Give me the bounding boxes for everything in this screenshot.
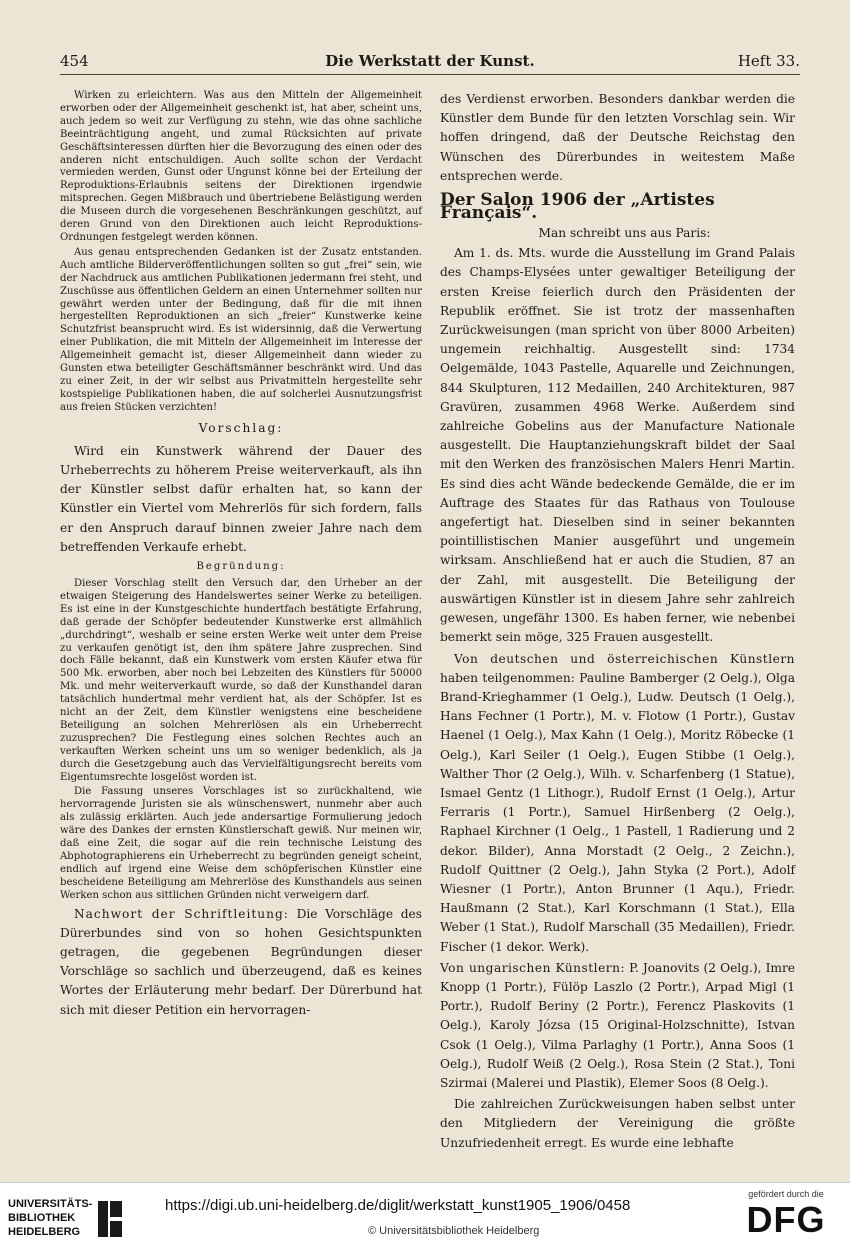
- section-heading: Vorschlag:: [198, 420, 284, 435]
- paragraph: Die zahlreichen Zurückweisungen haben selbst unter den Mitgliedern der Vereinigung die größte Unzufriedenheit erregt. Es wurde eine lebhafte: [440, 1097, 795, 1150]
- paragraph-text: haben teilgenommen: Pauline Bamberger (2 Oelg.), Olga Brand-Krieghammer (1 Oelg.), Ludw. Deutsch (1 Oelg.), Hans Fechner (1 Portr.), M. v. Flotow (1 Portr.), Gustav Haenel (1 Oelg.), Max Kahn (1 Oelg.), Moritz Röbecke (1 Oelg.), Karl Seiler (1 Oelg.), Eugen Stibbe (1 Oelg.), Walther Thor (2 Oelg.), Wilh. v. Scharfenberg (1 Statue), Ismael Gentz (1 Lithogr.), Rudolf Ernst (1 Oelg.), Artur Ferraris (1 Portr.), Samuel Hirßenberg (2 Oelg.), Raphael Kirchner (1 Oelg., 1 Pastell, 1 Radierung und 2 dekor. Bilder), Anna Morstadt (2 Oelg., 2 Zeichn.), Rudolf Quittner (2 Oelg.), Jahn Styka (2 Port.), Adolf Wiesner (1 Portr.), Anton Brunner (1 Aqu.), Friedr. Haußmann (2 Stat.), Karl Korschmann (1 Stat.), Ella Weber (1 Stat.), Rudolf Marschall (35 Medaillen), Friedr. Fischer (1 dekor. Werk).: [440, 670, 795, 954]
- page-header: [60, 50, 800, 75]
- article-subtitle: Man schreibt uns aus Paris:: [538, 225, 711, 240]
- library-name: UNIVERSITÄTS-BIBLIOTHEK HEIDELBERG: [8, 1198, 93, 1238]
- section-heading: Begründung:: [196, 561, 286, 573]
- paragraph: Wirken zu erleichtern. Was aus den Mitteln der Allgemeinheit erworben oder der Allgemeinheit geschenkt ist, hat aber, scheint uns, auch jedem so weit zur Verfügung zu stehn, wie das ohne sachliche Beeinträchtigung angeht, und zumal Rücksichten auf private Geschäftsinteressen dürften hier die Bevorzugung des einen oder des anderen nicht entschuldigen. Auch sollte schon der Verdacht vermieden werden, Gunst oder Ungunst könne bei der Erteilung der Reproduktions-Erlaubnis seitens der Direktionen irgendwie mitsprechen. Gegen Mißbrauch und übertriebene Belästigung werden die Museen durch die vorgesehenen Beschränkungen geschützt, auf deren Grund von den Direktionen auch leicht Reproduktions-Ordnungen festgelegt werden können.: [60, 90, 422, 243]
- paragraph: des Verdienst erworben. Besonders dankbar werden die Künstler dem Bunde für den letzten Vorschlag sein. Wir hoffen dringend, daß der Deutsche Reichstag den Wünschen des Dürerbundes in weitestem Maße entsprechen werde.: [440, 92, 795, 183]
- paragraph: Die Fassung unseres Vorschlages ist so zurückhaltend, wie hervorragende Juristen sie als wünschenswert, nunmehr aber auch als zulässig erklärten. Auch jede andersartige Formulierung jedoch wäre des Dankes der ernsten Künstlerschaft gewiß. Nur meinen wir, daß eine Zeit, die sogar auf die rein technische Leistung des Abphotographierens ein Urheberrecht zu begründen geneigt scheint, endlich auf irgend eine Weise dem schöpferischen Künstler eine bescheidene Beteiligung am Mehrerlöse des Kunsthandels aus seinen Werken schon aus sittlichen Gründen nicht verweigern darf.: [60, 786, 422, 901]
- issue-number: Heft 33.: [737, 52, 800, 70]
- library-logo[interactable]: [8, 1197, 158, 1243]
- left-column: [60, 90, 422, 1022]
- page-number: 454: [60, 52, 89, 70]
- proposal-text: Wird ein Kunstwerk während der Dauer des Urheberrechts zu höherem Preise weiterverkauft, als ihn der Künstler selbst dafür erhalten hat, so kann der Künstler ein Viertel vom Mehrerlös für sich fordern, falls er den Anspruch darauf binnen zweier Jahre nach dem betreffenden Verkaufe erhebt.: [60, 443, 422, 554]
- paragraph: Am 1. ds. Mts. wurde die Ausstellung im Grand Palais des Champs-Elysées unter gewaltiger Beteiligung der ersten Kreise feierlich durch den Präsidenten der Republik eröffnet. Sie ist trotz der massenhaften Zurückweisungen (man spricht von über 8000 Arbeiten) ungemein reichhaltig. Ausgestellt sind: 1734 Oelgemälde, 1043 Pastelle, Aquarelle und Zeichnungen, 844 Skulpturen, 112 Medaillen, 240 Architekturen, 987 Gravüren, zusammen 4968 Werke. Außerdem sind zahlreiche Gobelins aus der Manufacture Nationale ausgestellt. Die Hauptanziehungskraft bildet der Saal mit den Werken des französischen Malers Henri Martin. Es sind dies acht Wände bedeckende Gemälde, die er im Auftrage des Staates für das Rathaus von Toulouse angefertigt hat. Dieselben sind in seiner bekannten pointillistischen Manier ausgeführt und ungemein wirksam. Anschließend hat er auch die Studien, 87 an der Zahl, mit ausgestellt. Die Beteiligung der auswärtigen Künstler ist in diesem Jahre sehr zahlreich gewesen, ungefähr 1300. Es haben ferner, wie nebenbei bemerkt sein möge, 325 Frauen ausgestellt.: [440, 246, 795, 645]
- viewer-footer: [0, 1182, 850, 1251]
- editorial-note: [60, 905, 422, 1020]
- paragraph-label: Von deutschen und österreichischen Künstlern: [454, 651, 795, 666]
- copyright-notice: © Universitätsbibliothek Heidelberg: [368, 1225, 540, 1237]
- funded-by-label: gefördert durch die: [748, 1189, 824, 1199]
- paragraph-label: Von ungarischen Künstlern:: [440, 960, 626, 975]
- article-heading: Der Salon 1906 der „Artistes Français“.: [440, 190, 715, 224]
- paragraph-text: P. Joanovits (2 Oelg.), Imre Knopp (1 Portr.), Fülöp Laszlo (2 Portr.), Arpad Migl (1 Portr.), Rudolf Beriny (2 Portr.), Ferencz Plaskovits (1 Oelg.), Karoly Józsa (15 Original-Holzschnitte), Istvan Csok (1 Oelg.), Vilma Parlaghy (1 Portr.), Anna Soos (1 Oelg.), Rudolf Weiß (2 Oelg.), Rosa Stein (2 Stat.), Toni Szirmai (Malerei und Plastik), Elemer Soos (8 Oelg.).: [440, 960, 795, 1090]
- library-logo-icon: [96, 1199, 124, 1239]
- dfg-wordmark: DFG: [746, 1199, 826, 1240]
- dfg-logo[interactable]: [736, 1189, 836, 1247]
- paragraph: [440, 650, 795, 957]
- editorial-note-text: Die Vorschläge des Dürerbundes sind von so hohen Gesichtspunkten getragen, die gegebenen Begründungen dieser Vorschläge so sachlich und überzeugend, daß es keines Wortes der Erläuterung mehr bedarf. Der Dürerbund hat sich mit dieser Petition ein hervorragen-: [60, 906, 422, 1017]
- permalink-url[interactable]: https://digi.ub.uni-heidelberg.de/diglit/werkstatt_kunst1905_1906/0458: [165, 1197, 631, 1214]
- editorial-note-label: Nachwort der Schriftleitung:: [74, 906, 289, 921]
- right-column: [440, 90, 795, 1155]
- journal-title: Die Werkstatt der Kunst.: [325, 52, 535, 70]
- paragraph: Aus genau entsprechenden Gedanken ist der Zusatz entstanden. Auch amtliche Bilderveröffentlichungen sollten so gut „frei“ sein, wie der Nachdruck aus amtlichen Publikationen jedermann frei steht, und Zuschüsse aus öffentlichen Geldern an einen Unternehmer sollten nur gewährt werden unter der Bedingung, daß für die mit ihnen hergestellten Reproduktionen an sich „freier“ Kunstwerke keine Schutzfrist beansprucht wird. Es ist widersinnig, daß die Verwertung einer Publikation, die mit Mitteln der Allgemeinheit im Interesse der Allgemeinheit gemacht ist, dieser Allgemeinheit dann wieder zu Gunsten etwa beteiligter Geschäftsmänner beschränkt wird. Und das zu einer Zeit, in der wir selbst aus Privatmitteln hergestellte sehr kostspielige Publikationen haben, die auf solcherlei Ausnutzungsfrist aus freien Stücken verzichten!: [60, 246, 422, 413]
- paragraph: [440, 959, 795, 1093]
- paragraph: Dieser Vorschlag stellt den Versuch dar, den Urheber an der etwaigen Steigerung des Handelswertes seiner Werke zu beteiligen. Es ist eine in der Kunstgeschichte hundertfach bestätigte Erfahrung, daß gerade der Schöpfer bedeutender Kunstwerke erst allmählich „durchdringt“, weshalb er seine ersten Werke weit unter dem Preise zu verkaufen genötigt ist, den ihm spätere Jahre zusprechen. Sind doch Fälle bekannt, daß ein Kunstwerk vom ersten Käufer etwa für 500 Mk. erworben, aber noch bei Lebzeiten des Künstlers für 50000 Mk. und mehr weiterverkauft wurde, so daß der Kunsthandel daran tatsächlich hundertmal mehr verdient hat, als der Schöpfer. Ist es nicht an der Zeit, dem Künstler wenigstens eine bescheidene Beteiligung an solchen Mehrerlösen als ein Urheberrecht zuzusprechen? Die Festlegung eines solchen Rechtes auch an verkauften Werken scheint uns um so weniger bedenklich, als ja durch die Gesetzgebung auch das Vervielfältigungsrecht bereits vom Eigentumsrechte losgelöst worden ist.: [60, 577, 422, 783]
